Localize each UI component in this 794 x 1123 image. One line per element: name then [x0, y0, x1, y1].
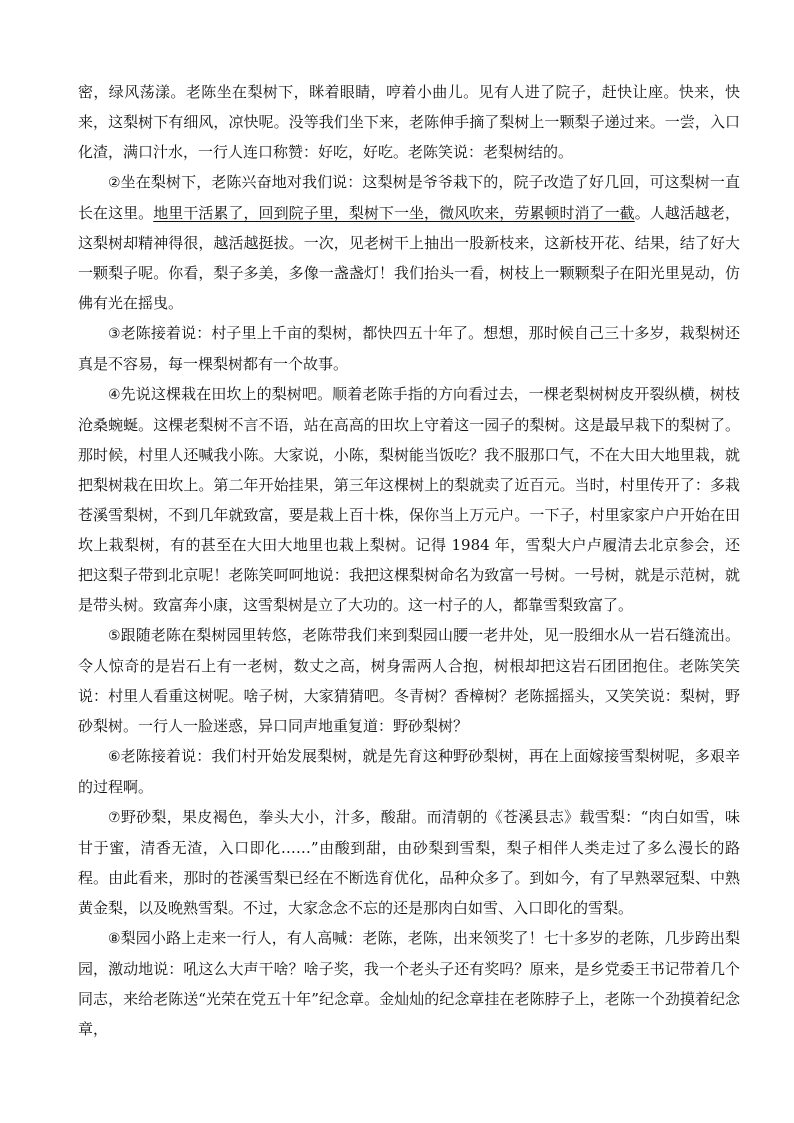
paragraph-number: ⑦ — [108, 810, 121, 826]
paragraph-4 — [78, 379, 740, 620]
paragraph-6 — [78, 741, 740, 802]
paragraph-number: ⑧ — [108, 931, 121, 947]
paragraph-text: 。人越活越老，这梨树却精神得很，越活越挺拔。一次，见老树干上抽出一股新枝来，这新枝开花、结果，结了好大一颗梨子呢。你看，梨子多美，多像一盏盏灯！我们抬头一看，树枝上一颗颗梨子在阳光里晃动，仿佛有光在摇曳。 — [78, 204, 740, 312]
paragraph-text: 坐在梨树下，老陈兴奋地对我们说：这梨树是爷爷栽下的，院子改造了好几回，可这梨树一直长在这里。 — [78, 173, 740, 222]
paragraph-3 — [78, 318, 740, 379]
paragraph-1-continued — [78, 77, 740, 167]
paragraph-number: ④ — [108, 387, 121, 403]
paragraph-text: 野砂梨，果皮褐色，拳头大小，汁多，酸甜。而清朝的《苍溪县志》载雪梨：“肉白如雪，味甘于蜜，清香无渣，入口即化……”由酸到甜，由砂梨到雪梨，梨子相伴人类走过了多么漫长的路程。由此看来，那时的苍溪雪梨已经在不断选育优化，品种众多了。到如今，有了早熟翠冠梨、中熟黄金梨，以及晚熟雪梨。不过，大家念念不忘的还是那肉白如雪、入口即化的雪梨。 — [78, 808, 740, 917]
paragraph-text: 老陈接着说：我们村开始发展梨树，就是先育这种野砂梨树，再在上面嫁接雪梨树呢，多艰辛的过程啊。 — [78, 747, 740, 796]
paragraph-8 — [78, 923, 740, 1044]
paragraph-text: 先说这棵栽在田坎上的梨树吧。顺着老陈手指的方向看过去，一棵老梨树树皮开裂纵横，树枝沧桑蜿蜒。这棵老梨树不言不语，站在高高的田坎上守着这一园子的梨树。这是最早栽下的梨树了。那时候，村里人还喊我小陈。大家说，小陈，梨树能当饭吃？我不服那口气，不在大田大地里栽，就把梨树栽在田坎上。第二年开始挂果，第三年这棵树上的梨就卖了近百元。当时，村里传开了：多栽苍溪雪梨树，不到几年就致富，要是栽上百十株，保你当上万元户。一下子，村里家家户户开始在田坎上栽梨树，有的甚至在大田大地里也栽上梨树。记得 1984 年，雪梨大户卢履清去北京参会，还把这梨子带到北京呢！老陈笑呵呵地说：我把这棵梨树命名为致富一号树。一号树，就是示范树，就是带头树。致富奔小康，这雪梨树是立了大功的。这一村子的人，都靠雪梨致富了。 — [78, 385, 740, 614]
paragraph-5 — [78, 620, 740, 741]
paragraph-2 — [78, 167, 740, 318]
paragraph-number: ⑤ — [108, 628, 121, 644]
paragraph-7 — [78, 802, 740, 923]
underlined-sentence: 地里干活累了，回到院子里，梨树下一坐，微风吹来，劳累顿时消了一截 — [153, 204, 635, 222]
paragraph-text: 密，绿风荡漾。老陈坐在梨树下，眯着眼睛，哼着小曲儿。见有人进了院子，赶快让座。快来，快来，这梨树下有细风，凉快呢。没等我们坐下来，老陈伸手摘了梨树上一颗梨子递过来。一尝，入口化渣，满口汁水，一行人连口称赞：好吃，好吃。老陈笑说：老梨树结的。 — [78, 83, 740, 161]
paragraph-number: ② — [108, 175, 121, 191]
paragraph-text: 跟随老陈在梨树园里转悠，老陈带我们来到梨园山腰一老井处，见一股细水从一岩石缝流出。令人惊奇的是岩石上有一老树，数丈之高，树身需两人合抱，树根却把这岩石团团抱住。老陈笑笑说：村里人看重这树呢。啥子树，大家猜猜吧。冬青树？香樟树？老陈摇摇头，又笑笑说：梨树，野砂梨树。一行人一脸迷惑，异口同声地重复道：野砂梨树？ — [78, 626, 740, 735]
paragraph-text: 老陈接着说：村子里上千亩的梨树，都快四五十年了。想想，那时候自己三十多岁，栽梨树还真是不容易，每一棵梨树都有一个故事。 — [78, 324, 740, 373]
paragraph-text: 梨园小路上走来一行人，有人高喊：老陈，老陈，出来领奖了！七十多岁的老陈，几步跨出梨园，激动地说：吼这么大声干啥？啥子奖，我一个老头子还有奖吗？原来，是乡党委王书记带着几个同志，来给老陈送“光荣在党五十年”纪念章。金灿灿的纪念章挂在老陈脖子上，老陈一个劲摸着纪念章， — [78, 929, 740, 1038]
paragraph-number: ⑥ — [108, 749, 121, 765]
paragraph-number: ③ — [108, 326, 121, 342]
document-page — [78, 77, 740, 1044]
